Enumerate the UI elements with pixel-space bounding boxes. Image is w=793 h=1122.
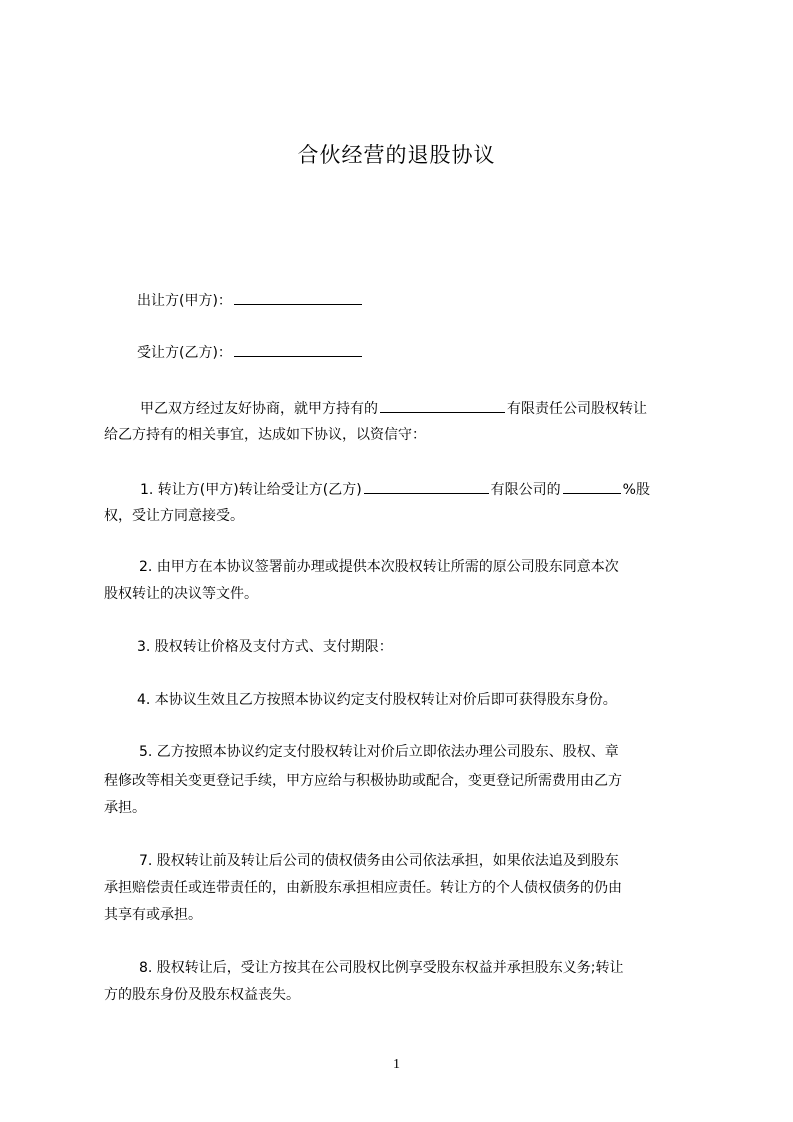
company-name-blank (380, 398, 505, 413)
transferor-line (137, 290, 737, 311)
intro-text-2: 有限责任公司股权转让 (507, 401, 647, 417)
intro-line-2: 给乙方持有的相关事宜，达成如下协议，以资信守： (104, 427, 426, 443)
clause-1-line-2: 权，受让方同意接受。 (104, 508, 244, 524)
clause-1-company-blank (364, 479, 489, 494)
intro-text-1: 甲乙双方经过友好协商，就甲方持有的 (140, 401, 378, 417)
clause-8-line-1: 8. 股权转让后，受让方按其在公司股权比例享受股东权益并承担股东义务;转让 (139, 960, 624, 976)
clause-7-line-1: 7. 股权转让前及转让后公司的债权债务由公司依法承担，如果依法追及到股东 (139, 853, 619, 869)
clause-1-percent-blank (563, 479, 621, 494)
clause-8-line-2: 方的股东身份及股东权益丧失。 (104, 987, 300, 1003)
clause-5-line-2: 程修改等相关变更登记手续，甲方应给与积极协助或配合，变更登记所需费用由乙方 (104, 773, 622, 789)
clause-1-line-1 (140, 479, 740, 500)
transferee-label: 受让方(乙方)： (137, 345, 232, 361)
transferor-label: 出让方(甲方)： (137, 293, 232, 309)
page-number: 1 (393, 1057, 400, 1072)
transferee-line (137, 342, 737, 363)
clause-4-line-1: 4. 本协议生效且乙方按照本协议约定支付股权转让对价后即可获得股东身份。 (137, 692, 617, 708)
intro-line-1 (140, 398, 740, 419)
clause-2-line-1: 2. 由甲方在本协议签署前办理或提供本次股权转让所需的原公司股东同意本次 (139, 559, 619, 575)
transferor-blank (234, 290, 362, 305)
clause-7-line-3: 其享有或承担。 (104, 907, 202, 923)
clause-1-text-3: %股 (622, 482, 650, 498)
clause-3-line-1: 3. 股权转让价格及支付方式、支付期限： (137, 639, 393, 655)
clause-5-line-1: 5. 乙方按照本协议约定支付股权转让对价后立即依法办理公司股东、股权、章 (139, 744, 619, 760)
clause-1-text-2: 有限公司的 (490, 482, 561, 498)
clause-1-text-1: 1. 转让方(甲方)转让给受让方(乙方) (140, 482, 362, 498)
transferee-blank (234, 342, 362, 357)
document-title: 合伙经营的退股协议 (297, 143, 496, 167)
clause-7-line-2: 承担赔偿责任或连带责任的，由新股东承担相应责任。转让方的个人债权债务的仍由 (104, 880, 622, 896)
clause-5-line-3: 承担。 (104, 800, 146, 816)
clause-2-line-2: 股权转让的决议等文件。 (104, 586, 258, 602)
